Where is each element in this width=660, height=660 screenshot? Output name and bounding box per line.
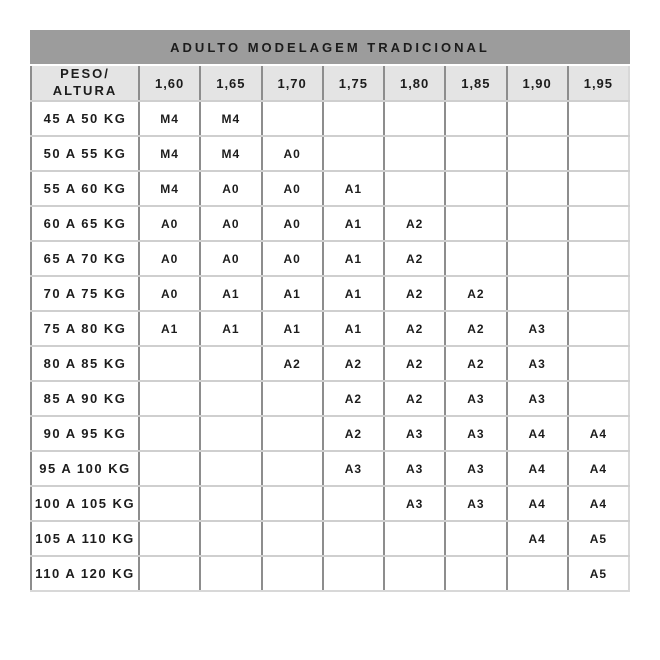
size-cell: A0	[200, 241, 261, 276]
size-cell	[384, 171, 445, 206]
size-cell: A3	[445, 486, 506, 521]
size-cell	[384, 101, 445, 136]
corner-header-line1: PESO/	[60, 66, 110, 82]
weight-range-label: 45 A 50 KG	[31, 101, 139, 136]
size-cell	[384, 556, 445, 591]
size-cell	[445, 556, 506, 591]
size-cell: A2	[384, 241, 445, 276]
table-row	[31, 171, 629, 206]
size-cell	[507, 241, 568, 276]
size-cell: A1	[323, 241, 384, 276]
weight-range-label: 80 A 85 KG	[31, 346, 139, 381]
table-row	[31, 136, 629, 171]
size-cell: A0	[139, 206, 200, 241]
size-cell	[568, 206, 629, 241]
size-cell: A3	[384, 416, 445, 451]
size-cell	[323, 136, 384, 171]
table-row	[31, 381, 629, 416]
size-cell: A3	[507, 346, 568, 381]
table-row	[31, 311, 629, 346]
table-row	[31, 276, 629, 311]
size-cell: A3	[384, 486, 445, 521]
size-cell: A2	[384, 206, 445, 241]
size-cell	[200, 346, 261, 381]
height-column-header: 1,85	[445, 66, 506, 101]
weight-range-label: 70 A 75 KG	[31, 276, 139, 311]
size-cell: A2	[384, 381, 445, 416]
size-cell: A0	[139, 276, 200, 311]
size-cell: A2	[323, 416, 384, 451]
size-cell: M4	[200, 101, 261, 136]
size-cell: A4	[507, 416, 568, 451]
size-cell: A3	[445, 381, 506, 416]
size-cell: A0	[262, 241, 323, 276]
weight-range-label: 50 A 55 KG	[31, 136, 139, 171]
size-cell	[262, 521, 323, 556]
size-cell	[200, 486, 261, 521]
size-cell	[200, 521, 261, 556]
size-cell	[568, 381, 629, 416]
size-cell: A0	[262, 136, 323, 171]
size-cell	[568, 311, 629, 346]
table-row	[31, 346, 629, 381]
size-cell	[139, 346, 200, 381]
size-table	[30, 66, 630, 592]
table-row	[31, 241, 629, 276]
table-row	[31, 101, 629, 136]
height-column-header: 1,65	[200, 66, 261, 101]
size-cell	[384, 521, 445, 556]
size-cell	[262, 101, 323, 136]
size-cell	[445, 521, 506, 556]
weight-range-label: 60 A 65 KG	[31, 206, 139, 241]
size-cell	[139, 451, 200, 486]
corner-header-peso-altura	[31, 66, 139, 101]
size-cell: A1	[200, 276, 261, 311]
size-cell	[568, 171, 629, 206]
weight-range-label: 105 A 110 KG	[31, 521, 139, 556]
size-cell: A1	[323, 171, 384, 206]
size-cell: A0	[139, 241, 200, 276]
size-cell	[445, 136, 506, 171]
table-row	[31, 521, 629, 556]
table-title: ADULTO MODELAGEM TRADICIONAL	[30, 30, 630, 64]
size-cell	[139, 556, 200, 591]
size-cell: A2	[384, 311, 445, 346]
size-cell: A4	[568, 451, 629, 486]
size-cell	[262, 381, 323, 416]
weight-range-label: 100 A 105 KG	[31, 486, 139, 521]
weight-range-label: 75 A 80 KG	[31, 311, 139, 346]
size-cell	[262, 416, 323, 451]
size-cell	[139, 381, 200, 416]
height-column-header: 1,60	[139, 66, 200, 101]
size-cell: M4	[139, 101, 200, 136]
table-row	[31, 556, 629, 591]
size-cell: A2	[262, 346, 323, 381]
size-cell: A2	[384, 346, 445, 381]
height-column-header: 1,90	[507, 66, 568, 101]
table-row	[31, 206, 629, 241]
size-chart	[30, 30, 630, 592]
size-cell: M4	[139, 171, 200, 206]
weight-range-label: 85 A 90 KG	[31, 381, 139, 416]
size-cell: A3	[323, 451, 384, 486]
weight-range-label: 95 A 100 KG	[31, 451, 139, 486]
size-cell: A3	[507, 311, 568, 346]
size-cell	[200, 451, 261, 486]
size-cell	[568, 276, 629, 311]
size-cell: A4	[507, 486, 568, 521]
size-cell	[568, 101, 629, 136]
size-cell	[445, 206, 506, 241]
size-cell: A4	[507, 521, 568, 556]
size-cell	[262, 486, 323, 521]
size-cell: A2	[445, 311, 506, 346]
size-cell	[323, 101, 384, 136]
weight-range-label: 65 A 70 KG	[31, 241, 139, 276]
size-cell: A1	[323, 311, 384, 346]
size-cell	[200, 381, 261, 416]
size-cell	[323, 486, 384, 521]
weight-range-label: 110 A 120 KG	[31, 556, 139, 591]
size-cell	[262, 451, 323, 486]
size-cell: M4	[139, 136, 200, 171]
corner-header-line2: ALTURA	[52, 83, 118, 98]
size-cell	[507, 276, 568, 311]
size-cell	[445, 171, 506, 206]
size-cell: A4	[568, 486, 629, 521]
size-cell	[323, 556, 384, 591]
table-row	[31, 486, 629, 521]
size-cell	[507, 101, 568, 136]
height-column-header: 1,80	[384, 66, 445, 101]
weight-range-label: 55 A 60 KG	[31, 171, 139, 206]
height-column-header: 1,75	[323, 66, 384, 101]
size-cell: A5	[568, 556, 629, 591]
size-cell	[139, 486, 200, 521]
size-cell	[200, 556, 261, 591]
size-cell	[139, 416, 200, 451]
size-cell	[568, 346, 629, 381]
height-column-header: 1,95	[568, 66, 629, 101]
size-cell: A1	[262, 311, 323, 346]
weight-range-label: 90 A 95 KG	[31, 416, 139, 451]
size-cell	[200, 416, 261, 451]
size-cell: A3	[384, 451, 445, 486]
size-cell: A1	[262, 276, 323, 311]
size-cell: A1	[139, 311, 200, 346]
size-cell	[568, 241, 629, 276]
size-cell: A4	[507, 451, 568, 486]
size-cell: A0	[262, 171, 323, 206]
size-cell: A2	[323, 381, 384, 416]
size-cell	[507, 136, 568, 171]
size-cell: A1	[323, 206, 384, 241]
size-cell	[507, 206, 568, 241]
table-row	[31, 416, 629, 451]
size-cell	[323, 521, 384, 556]
size-cell: A0	[200, 206, 261, 241]
table-body	[31, 101, 629, 591]
column-header-row	[31, 66, 629, 101]
size-cell	[139, 521, 200, 556]
size-cell	[507, 556, 568, 591]
height-column-header: 1,70	[262, 66, 323, 101]
size-cell	[507, 171, 568, 206]
table-row	[31, 451, 629, 486]
size-cell: A0	[262, 206, 323, 241]
size-cell: A2	[323, 346, 384, 381]
size-cell: M4	[200, 136, 261, 171]
size-cell: A1	[200, 311, 261, 346]
size-cell: A2	[445, 346, 506, 381]
size-cell: A2	[445, 276, 506, 311]
size-cell: A1	[323, 276, 384, 311]
size-cell: A0	[200, 171, 261, 206]
size-cell	[384, 136, 445, 171]
size-cell	[445, 101, 506, 136]
size-cell	[445, 241, 506, 276]
size-cell	[262, 556, 323, 591]
size-cell: A5	[568, 521, 629, 556]
size-cell	[568, 136, 629, 171]
size-cell: A3	[507, 381, 568, 416]
size-cell: A3	[445, 416, 506, 451]
size-cell: A2	[384, 276, 445, 311]
size-cell: A4	[568, 416, 629, 451]
size-cell: A3	[445, 451, 506, 486]
